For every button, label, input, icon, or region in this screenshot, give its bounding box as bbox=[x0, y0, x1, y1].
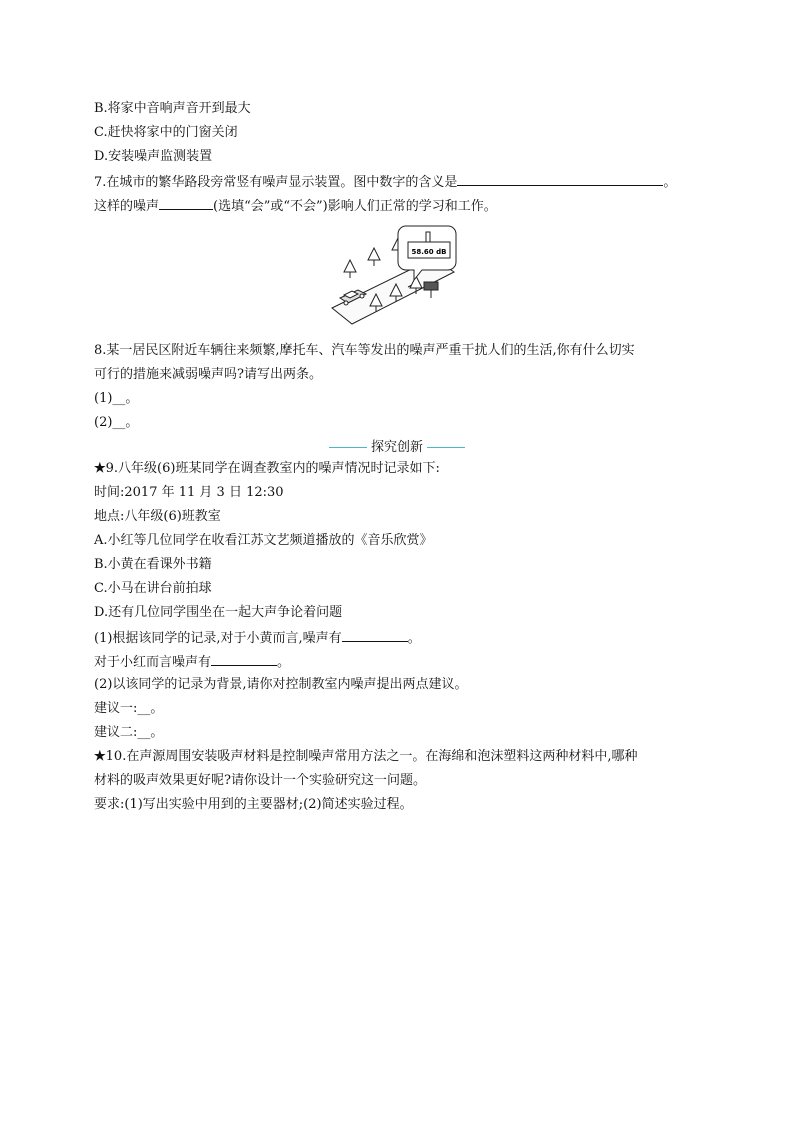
q9-sub-1b-period: 。 bbox=[277, 655, 291, 670]
q10-stem bbox=[94, 748, 637, 766]
q9-option-b: B.小黄在看课外书籍 bbox=[94, 557, 212, 572]
star-icon: ★ bbox=[94, 749, 106, 764]
q8-answer-2[interactable]: (2)__。 bbox=[94, 415, 139, 430]
q7-stem: 7.在城市的繁华路段旁常竖有噪声显示装置。图中数字的含义是 bbox=[94, 175, 458, 190]
q8-line-2: 可行的措施来减弱噪声吗?请写出两条。 bbox=[94, 367, 322, 382]
q9-option-a: A.小红等几位同学在收看江苏文艺频道播放的《音乐欣赏》 bbox=[94, 533, 433, 548]
q9-sub-2: (2)以该同学的记录为背景,请你对控制教室内噪声提出两点建议。 bbox=[94, 677, 468, 692]
q6-option-c: C.赶快将家中的门窗关闭 bbox=[94, 125, 238, 140]
q9-answer-blank-1[interactable] bbox=[342, 628, 408, 642]
q9-sub-1b bbox=[94, 652, 290, 672]
q10-line-2: 材料的吸声效果更好呢?请你设计一个实验研究这一问题。 bbox=[94, 773, 426, 788]
section-rule-left bbox=[329, 447, 367, 448]
q9-answer-blank-2[interactable] bbox=[211, 652, 277, 666]
q6-option-b: B.将家中音响声音开到最大 bbox=[94, 101, 251, 116]
q9-sub-1-period: 。 bbox=[407, 631, 421, 646]
q7-answer-blank-1[interactable] bbox=[457, 172, 663, 186]
q9-stem-text: 9.八年级(6)班某同学在调查教室内的噪声情况时记录如下: bbox=[105, 461, 440, 476]
section-rule-right bbox=[427, 447, 465, 448]
star-icon: ★ bbox=[94, 461, 106, 476]
q9-stem bbox=[94, 460, 440, 478]
q9-time: 时间:2017 年 11 月 3 日 12:30 bbox=[94, 485, 284, 500]
noise-reading: 58.60 dB bbox=[411, 248, 447, 256]
q10-stem-text: 10.在声源周围安装吸声材料是控制噪声常用方法之一。在海绵和泡沫塑料这两种材料中,哪种 bbox=[105, 749, 638, 764]
q6-option-d: D.安装噪声监测装置 bbox=[94, 149, 213, 164]
q7-answer-blank-2[interactable] bbox=[159, 196, 213, 210]
q9-sub-1 bbox=[94, 628, 421, 648]
q9-sub-1-text: (1)根据该同学的记录,对于小黄而言,噪声有 bbox=[94, 631, 342, 646]
noise-monitor-figure bbox=[330, 220, 460, 332]
q9-sub-1b-text: 对于小红而言噪声有 bbox=[94, 655, 212, 670]
section-title: 探究创新 bbox=[370, 440, 423, 455]
q8-line-1: 8.某一居民区附近车辆往来频繁,摩托车、汽车等发出的噪声严重干扰人们的生活,你有什么切实 bbox=[94, 343, 635, 358]
q7-period: 。 bbox=[663, 175, 677, 190]
q7-line-1 bbox=[94, 172, 676, 192]
q7-line-2 bbox=[94, 196, 497, 216]
q7-line-2-a: 这样的噪声 bbox=[94, 199, 160, 214]
q9-suggestion-2[interactable]: 建议二:__。 bbox=[94, 725, 164, 740]
q8-answer-1[interactable]: (1)__。 bbox=[94, 391, 139, 406]
q9-option-c: C.小马在讲台前拍球 bbox=[94, 581, 212, 596]
section-heading bbox=[0, 436, 794, 455]
q10-requirement: 要求:(1)写出实验中用到的主要器材;(2)简述实验过程。 bbox=[94, 797, 413, 812]
q7-line-2-b: (选填“会”或“不会”)影响人们正常的学习和工作。 bbox=[213, 199, 497, 214]
q9-place: 地点:八年级(6)班教室 bbox=[94, 509, 221, 524]
q9-option-d: D.还有几位同学围坐在一起大声争论着问题 bbox=[94, 605, 343, 620]
q9-suggestion-1[interactable]: 建议一:__。 bbox=[94, 701, 164, 716]
